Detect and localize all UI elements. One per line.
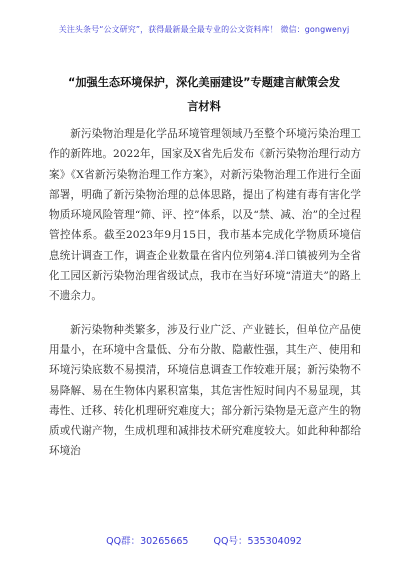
footer-contact [0, 533, 408, 547]
paragraph-2: 新污染物种类繁多，涉及行业广泛、产业链长，但单位产品使用量小，在环境中含量低、分布分散、隐蔽性强，其生产、使用和环境污染底数不易摸清，环境信息调查工作较难开展；新污染物不易降解、易在生物体内累积富集，其危害性短时间内不易显现，其毒性、迁移、转化机理研究难度大；部分新污染物是无意产生的物质或代谢产物，生成机理和减排技术研究难度较大。如此种种都给环境治 [49, 323, 361, 458]
document-title-line-1: “加强生态环境保护，深化美丽建设”专题建言献策会发 [67, 76, 341, 89]
footer-qq-group: QQ群：30265665 [106, 536, 189, 547]
paragraph-1: 新污染物治理是化学品环境管理领域乃至整个环境污染治理工作的新阵地。2022年，国家及X省先后发布《新污染物治理行动方案》《X省新污染物治理工作方案》，对新污染物治理工作进行全面部署，明确了新污染物治理的总体思路，提出了构建有毒有害化学物质环境风险管理“筛、评、控”体系，以及“禁、减、治”的全过程管控体系。截至2023年9月15日，我市基本完成化学物质环境信息统计调查工作，调查企业数量在省内位列第4.洋口镇被列为全省化工园区新污染物治理省级试点，我市在当好环境“清道夫”的路上不遗余力。 [49, 128, 361, 303]
top-banner: 关注头条号“公文研究”，获得最新最全最专业的公文资料库！ 微信：gongwenyj [58, 25, 350, 34]
document-title-line-2: 言材料 [187, 100, 221, 113]
footer-qq-number: QQ号：535304092 [213, 536, 302, 547]
document-body [49, 124, 361, 462]
